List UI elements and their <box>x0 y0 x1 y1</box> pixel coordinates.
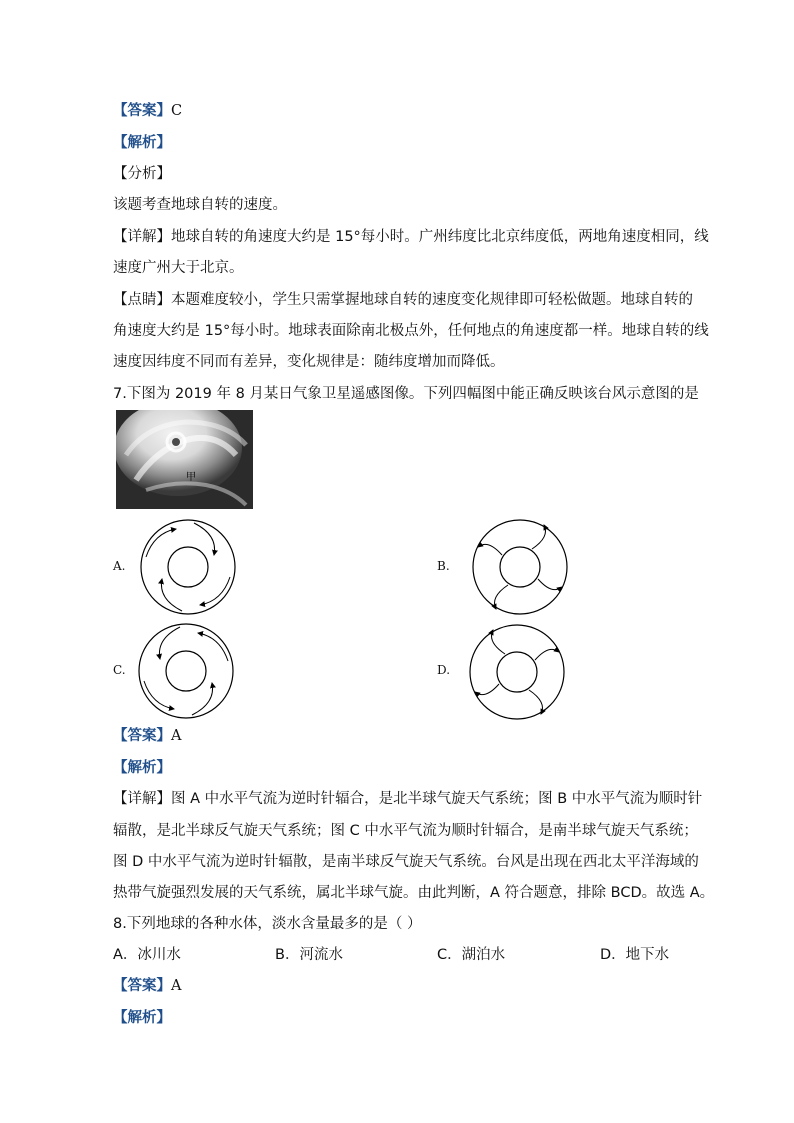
bracket-open: 【 <box>113 978 128 994</box>
answer-value: C <box>171 103 183 119</box>
option-b-label: B. <box>437 559 450 573</box>
fenxi-text-q6: 该题考查地球自转的速度。 <box>113 197 287 213</box>
q8-option-a: A．冰川水 <box>113 947 181 963</box>
detail-tag: 详解 <box>127 791 157 807</box>
option-a-diagram <box>138 519 238 615</box>
q8-option-d: D．地下水 <box>600 947 670 963</box>
comment-tag: 点睛 <box>127 292 157 308</box>
bracket-open: 【 <box>113 728 128 744</box>
comment-line1-q6 <box>113 290 693 310</box>
comment-line2-q6: 角速度大约是 15°每小时。地球表面除南北极点外，任何地点的角速度都一样。地球自转的线 <box>113 323 709 339</box>
bracket-open: 【 <box>113 135 128 151</box>
bracket-close: 】 <box>156 166 171 182</box>
bracket-close: 】 <box>156 292 171 308</box>
bracket-close: 】 <box>156 103 171 119</box>
bracket-open: 【 <box>113 760 128 776</box>
comment-text: 本题难度较小，学生只需掌握地球自转的速度变化规律即可轻松做题。地球自转的 <box>171 292 693 308</box>
q8-option-c: C．湖泊水 <box>437 947 506 963</box>
answer-line-q8 <box>113 976 181 996</box>
bracket-close: 】 <box>156 728 171 744</box>
bracket-close: 】 <box>156 791 171 807</box>
bracket-open: 【 <box>113 1010 128 1026</box>
bracket-close: 】 <box>156 978 171 994</box>
q8-option-b: B．河流水 <box>275 947 343 963</box>
bracket-open: 【 <box>113 791 128 807</box>
bracket-close: 】 <box>156 760 171 776</box>
detail-text: 图 A 中水平气流为逆时针辐合，是北半球气旋天气系统；图 B 中水平气流为顺时针 <box>171 791 703 807</box>
answer-tag: 答案 <box>127 978 157 994</box>
comment-line3-q6: 速度因纬度不同而有差异，变化规律是：随纬度增加而降低。 <box>113 354 505 370</box>
typhoon-satellite-image <box>116 410 253 509</box>
option-c-diagram <box>136 623 236 719</box>
answer-line-q6 <box>113 101 182 121</box>
detail-line2-q7: 辐散，是北半球反气旋天气系统；图 C 中水平气流为顺时针辐合，是南半球气旋天气系统； <box>113 823 698 839</box>
detail-text: 地球自转的角速度大约是 15°每小时。广州纬度比北京纬度低，两地角速度相同，线 <box>171 229 709 245</box>
detail-line4-q7: 热带气旋强烈发展的天气系统，属北半球气旋。由此判断，A 符合题意，排除 BCD。故选 A。 <box>113 885 715 901</box>
detail-line1-q6 <box>113 227 709 247</box>
analysis-tag: 解析 <box>127 1010 157 1026</box>
answer-tag: 答案 <box>127 728 157 744</box>
option-d-diagram <box>467 624 567 720</box>
bracket-open: 【 <box>113 166 128 182</box>
bracket-open: 【 <box>113 229 128 245</box>
bracket-open: 【 <box>113 292 128 308</box>
analysis-line-q7 <box>113 758 171 778</box>
detail-tag: 详解 <box>127 229 157 245</box>
question-8-stem: 8.下列地球的各种水体，淡水含量最多的是（ ） <box>113 916 422 932</box>
bracket-close: 】 <box>156 135 171 151</box>
detail-line1-q7 <box>113 789 702 809</box>
answer-line-q7 <box>113 726 181 746</box>
analysis-tag: 解析 <box>127 135 157 151</box>
option-d-label: D. <box>437 663 451 677</box>
option-b-diagram <box>470 519 570 615</box>
option-a-label: A. <box>113 559 126 573</box>
fenxi-tag: 分析 <box>127 166 157 182</box>
analysis-tag: 解析 <box>127 760 157 776</box>
answer-value: A <box>171 978 182 994</box>
bracket-open: 【 <box>113 103 128 119</box>
option-c-label: C. <box>113 663 126 677</box>
detail-line3-q7: 图 D 中水平气流为逆时针辐散，是南半球反气旋天气系统。台风是出现在西北太平洋海域的 <box>113 854 699 870</box>
analysis-line-q6 <box>113 133 171 153</box>
bracket-close: 】 <box>156 1010 171 1026</box>
analysis-line-q8 <box>113 1008 171 1028</box>
question-7-stem: 7.下图为 2019 年 8 月某日气象卫星遥感图像。下列四幅图中能正确反映该台风示意图的是 <box>113 386 699 402</box>
answer-value: A <box>171 728 182 744</box>
fenxi-line-q6 <box>113 164 171 184</box>
bracket-close: 】 <box>156 229 171 245</box>
detail-line2-q6: 速度广州大于北京。 <box>113 260 244 276</box>
answer-tag: 答案 <box>127 103 157 119</box>
satellite-label: 甲 <box>186 472 196 483</box>
